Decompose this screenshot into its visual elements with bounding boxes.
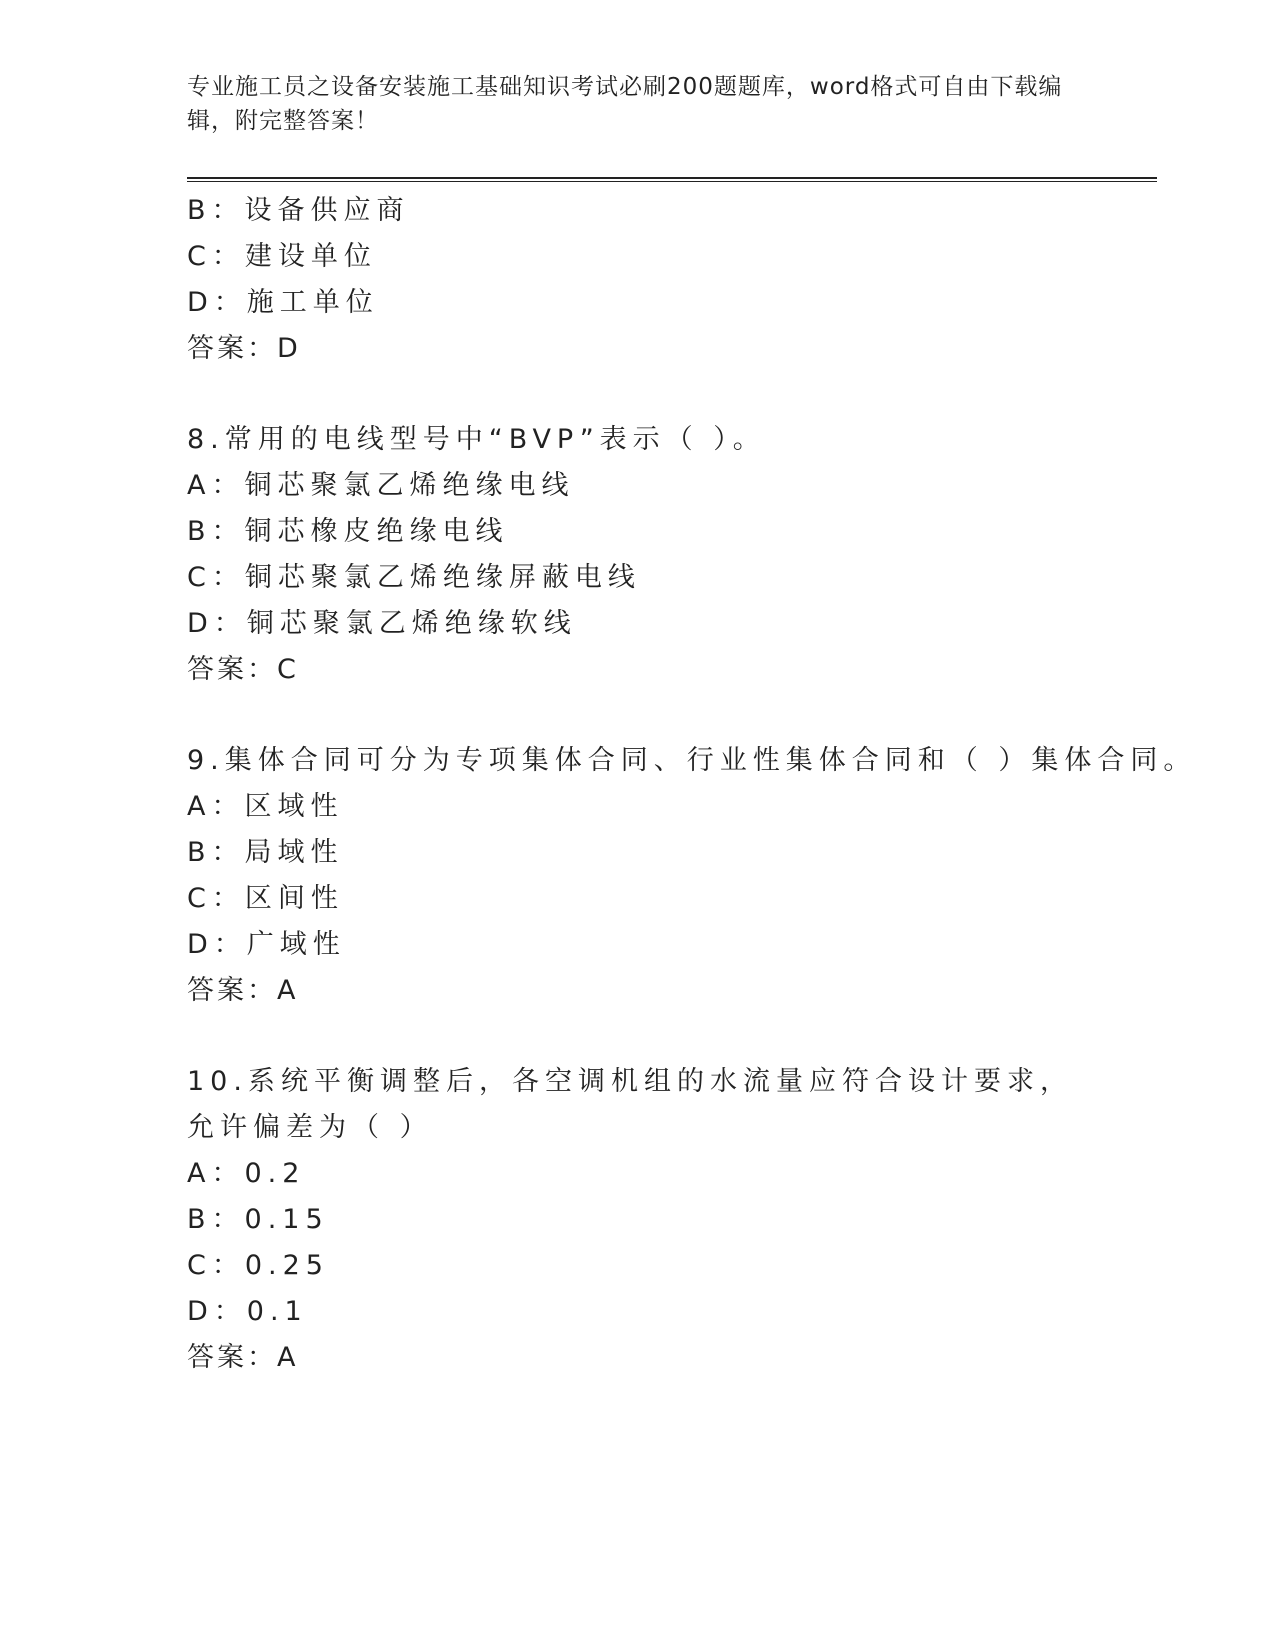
question-list [187, 188, 1197, 1381]
question-10 [187, 1059, 1087, 1381]
option-a: A：0.2 [187, 1158, 306, 1189]
option-b: B：铜芯橡皮绝缘电线 [187, 516, 509, 547]
spacer [187, 693, 1087, 738]
option-b: B：设备供应商 [187, 195, 410, 226]
option-d: D：施工单位 [187, 287, 379, 318]
answer-line: 答案：A [187, 1342, 299, 1373]
option-a: A：区域性 [187, 791, 344, 822]
question-stem: 8.常用的电线型号中“BVP”表示（ ）。 [187, 424, 766, 455]
option-c: C：0.25 [187, 1250, 329, 1281]
question-stem: 9.集体合同可分为专项集体合同、行业性集体合同和（ ）集体合同。 [187, 745, 1197, 776]
document-header: 专业施工员之设备安装施工基础知识考试必刷200题题库，word格式可自由下载编辑，附完整答案！ [187, 74, 1063, 134]
option-b: B：局域性 [187, 837, 344, 868]
question-7-partial [187, 188, 1087, 372]
header-divider [187, 177, 1157, 182]
option-d: D：铜芯聚氯乙烯绝缘软线 [187, 608, 577, 639]
option-a: A：铜芯聚氯乙烯绝缘电线 [187, 470, 575, 501]
spacer [187, 372, 1087, 417]
option-d: D：0.1 [187, 1296, 308, 1327]
question-8 [187, 417, 1087, 693]
option-c: C：区间性 [187, 883, 344, 914]
option-c: C：铜芯聚氯乙烯绝缘屏蔽电线 [187, 562, 641, 593]
answer-line: 答案：A [187, 975, 299, 1006]
question-stem: 10.系统平衡调整后，各空调机组的水流量应符合设计要求，允许偏差为（ ） [187, 1066, 1073, 1143]
answer-line: 答案：C [187, 654, 299, 685]
answer-line: 答案：D [187, 333, 301, 364]
option-c: C：建设单位 [187, 241, 377, 272]
option-b: B：0.15 [187, 1204, 329, 1235]
option-d: D：广域性 [187, 929, 346, 960]
spacer [187, 1014, 1087, 1059]
question-9 [187, 738, 1197, 1014]
